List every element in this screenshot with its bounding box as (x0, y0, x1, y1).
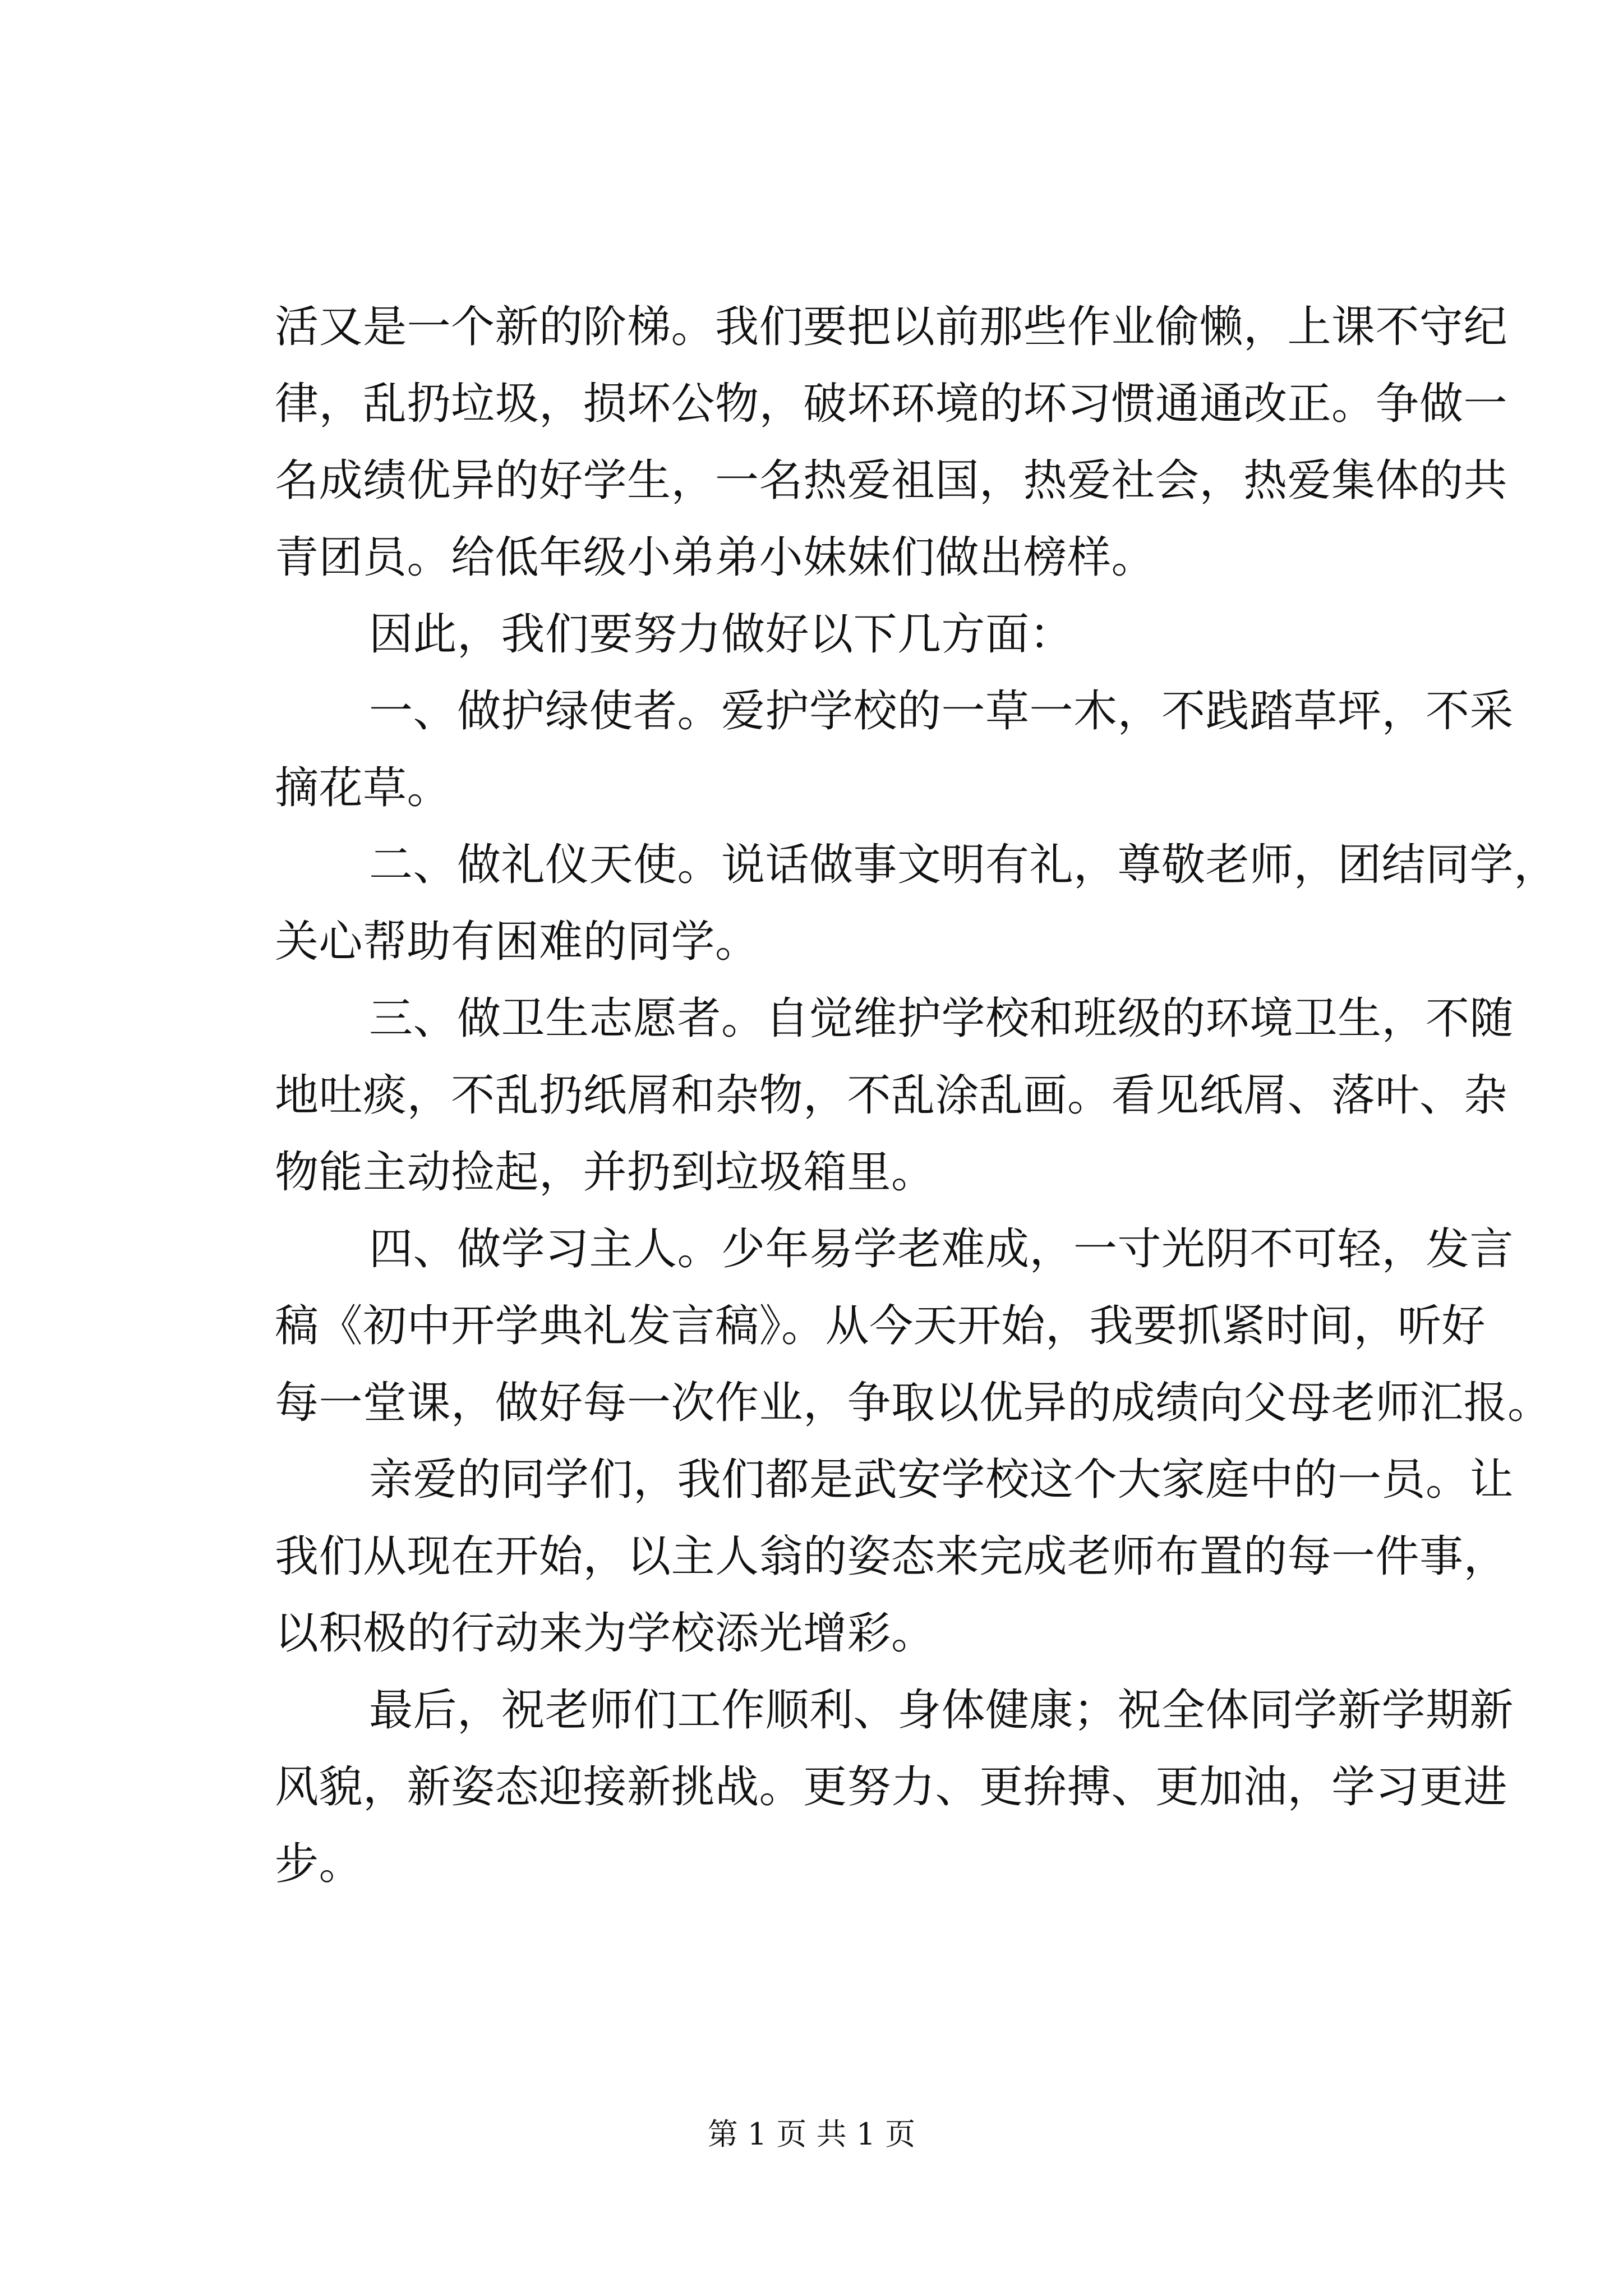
paragraph (275, 596, 1424, 673)
text-line: 亲爱的同学们，我们都是武安学校这个大家庭中的一员。让 (369, 1455, 1514, 1505)
text-line: 每一堂课，做好每一次作业，争取以优异的成绩向父母老师汇报。 (275, 1378, 1552, 1428)
paragraph (275, 1442, 1514, 1672)
text-line: 四、做学习主人。少年易学老难成，一寸光阴不可轻，发言 (369, 1224, 1514, 1274)
text-line: 因此，我们要努力做好以下几方面： (369, 609, 1074, 660)
paragraph (275, 1211, 1552, 1442)
text-line: 名成绩优异的好学生，一名热爱祖国，热爱社会，热爱集体的共 (275, 455, 1508, 506)
paragraph (275, 827, 1558, 981)
text-line: 物能主动捡起，并扔到垃圾箱里。 (275, 1147, 935, 1198)
text-line: 摘花草。 (275, 763, 451, 813)
text-line: 以积极的行动来为学校添光增彩。 (275, 1608, 935, 1659)
paragraph (275, 673, 1514, 827)
document-body (275, 289, 1558, 1903)
paragraph (275, 289, 1508, 596)
text-line: 三、做卫生志愿者。自觉维护学校和班级的环境卫生，不随 (369, 993, 1514, 1044)
text-line: 最后，祝老师们工作顺利、身体健康；祝全体同学新学期新 (369, 1685, 1514, 1736)
paragraph (275, 1672, 1514, 1903)
text-line: 风貌，新姿态迎接新挑战。更努力、更拚搏、更加油，学习更进 (275, 1762, 1508, 1812)
text-line: 地吐痰，不乱扔纸屑和杂物，不乱涂乱画。看见纸屑、落叶、杂 (275, 1070, 1508, 1121)
text-line: 我们从现在开始，以主人翁的姿态来完成老师布置的每一件事， (275, 1531, 1508, 1582)
text-line: 关心帮助有困难的同学。 (275, 917, 759, 967)
text-line: 活又是一个新的阶梯。我们要把以前那些作业偷懒，上课不守纪 (275, 302, 1508, 352)
paragraph (275, 981, 1514, 1211)
page-footer: 第 1 页 共 1 页 (707, 2116, 916, 2152)
text-line: 青团员。给低年级小弟弟小妹妹们做出榜样。 (275, 532, 1156, 583)
text-line: 律，乱扔垃圾，损坏公物，破坏环境的坏习惯通通改正。争做一 (275, 379, 1508, 429)
text-line: 步。 (275, 1839, 363, 1889)
text-line: 二、做礼仪天使。说话做事文明有礼，尊敬老师，团结同学， (369, 840, 1558, 890)
text-line: 一、做护绿使者。爱护学校的一草一木，不践踏草坪，不采 (369, 686, 1514, 737)
text-line: 稿《初中开学典礼发言稿》。从今天开始，我要抓紧时间，听好 (275, 1301, 1486, 1351)
